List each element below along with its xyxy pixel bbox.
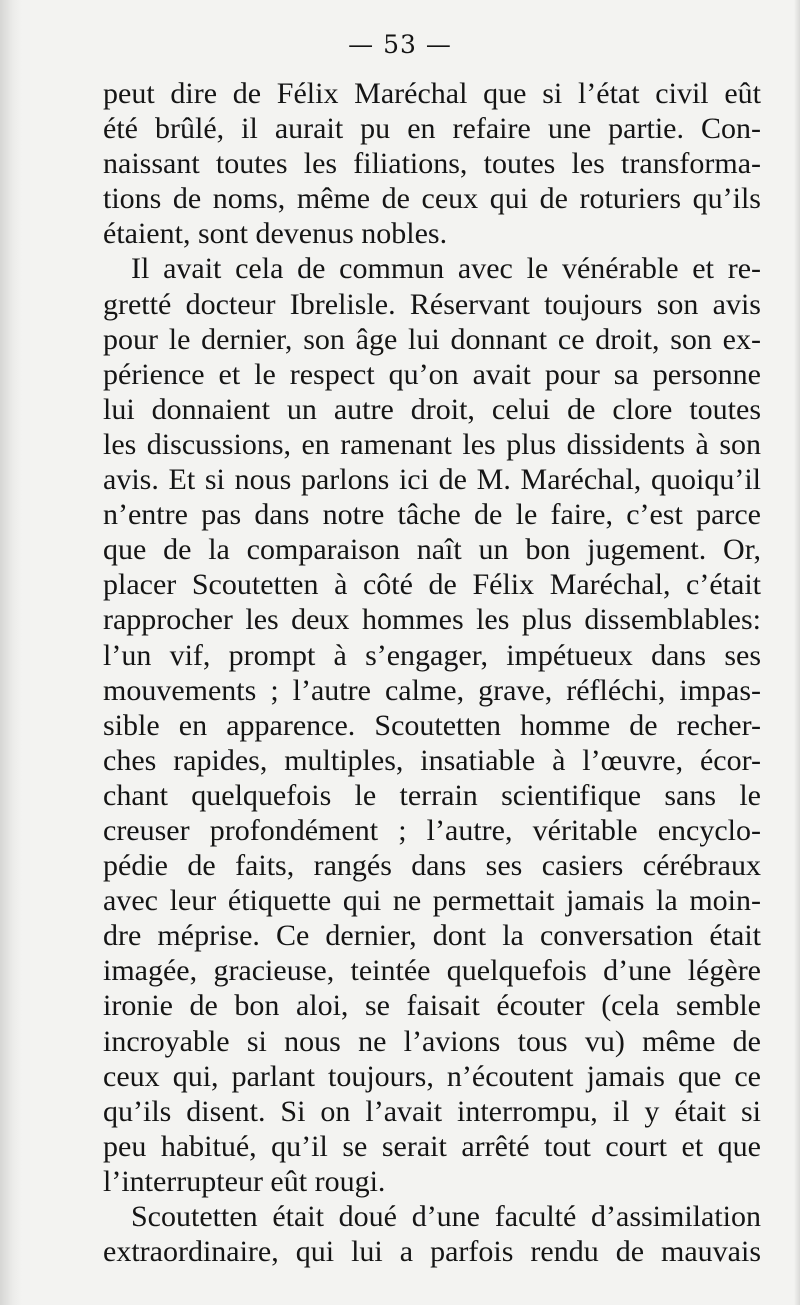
text-line: que de la comparaison naît un bon jugement. Or,	[103, 533, 761, 567]
text-line: peu habitué, qu’il se serait arrêté tout court et que	[103, 1129, 761, 1163]
text-line: chant quelquefois le terrain scientifique sans le	[103, 778, 761, 812]
text-line: extraordinaire, qui lui a parfois rendu de mauvais	[103, 1235, 761, 1269]
text-line: l’interrupteur eût rougi.	[103, 1164, 386, 1198]
text-line: été brûlé, il aurait pu en refaire une partie. Con-	[103, 112, 761, 146]
text-line: les discussions, en ramenant les plus dissidents à son	[103, 427, 761, 461]
text-line: pour le dernier, son âge lui donnant ce droit, son ex-	[103, 322, 761, 356]
text-line: mouvements ; l’autre calme, grave, réfléchi, impas-	[103, 673, 761, 707]
text-line: périence et le respect qu’on avait pour sa personne	[103, 357, 761, 391]
text-line: étaient, sont devenus nobles.	[103, 217, 448, 251]
text-line: Scoutetten était doué d’une faculté d’assimilation	[131, 1200, 761, 1233]
text-line: incroyable si nous ne l’avions tous vu) même de	[103, 1024, 761, 1058]
text-line: ironie de bon aloi, se faisait écouter (cela semble	[103, 989, 761, 1023]
page-edge	[794, 0, 800, 1305]
text-line: ches rapides, multiples, insatiable à l’œuvre, écor-	[103, 743, 761, 777]
text-line: creuser profondément ; l’autre, véritable encyclo-	[103, 813, 761, 847]
text-line: tions de noms, même de ceux qui de roturiers qu’ils	[103, 182, 761, 216]
text-line: rapprocher les deux hommes les plus dissemblables:	[103, 603, 761, 637]
page-number: — 53 —	[348, 30, 452, 59]
text-line: gretté docteur Ibrelisle. Réservant toujours son avis	[103, 287, 761, 321]
text-line: imagée, gracieuse, teintée quelquefois d’une légère	[103, 954, 761, 988]
text-line: lui donnaient un autre droit, celui de clore toutes	[103, 392, 761, 426]
text-line: pédie de faits, rangés dans ses casiers cérébraux	[103, 849, 761, 883]
text-line: avis. Et si nous parlons ici de M. Maréchal, quoiqu’il	[103, 463, 761, 497]
text-line: peut dire de Félix Maréchal que si l’état civil eût	[103, 77, 761, 110]
text-line: placer Scoutetten à côté de Félix Maréchal, c’était	[103, 568, 761, 602]
text-line: sible en apparence. Scoutetten homme de recher-	[103, 708, 761, 742]
text-line: avec leur étiquette qui ne permettait jamais la moin-	[103, 884, 761, 918]
text-line: dre méprise. Ce dernier, dont la conversation était	[103, 919, 761, 953]
text-line: n’entre pas dans notre tâche de le faire, c’est parce	[103, 498, 761, 532]
text-line: naissant toutes les filiations, toutes les transforma-	[103, 147, 761, 181]
text-line: ceux qui, parlant toujours, n’écoutent jamais que ce	[103, 1059, 761, 1093]
body-text	[103, 76, 761, 1269]
text-line: l’un vif, prompt à s’engager, impétueux dans ses	[103, 638, 761, 672]
page-gutter	[0, 0, 22, 1305]
text-line: Il avait cela de commun avec le vénérable et re-	[131, 252, 761, 286]
text-line: qu’ils disent. Si on l’avait interrompu, il y était si	[103, 1094, 761, 1128]
